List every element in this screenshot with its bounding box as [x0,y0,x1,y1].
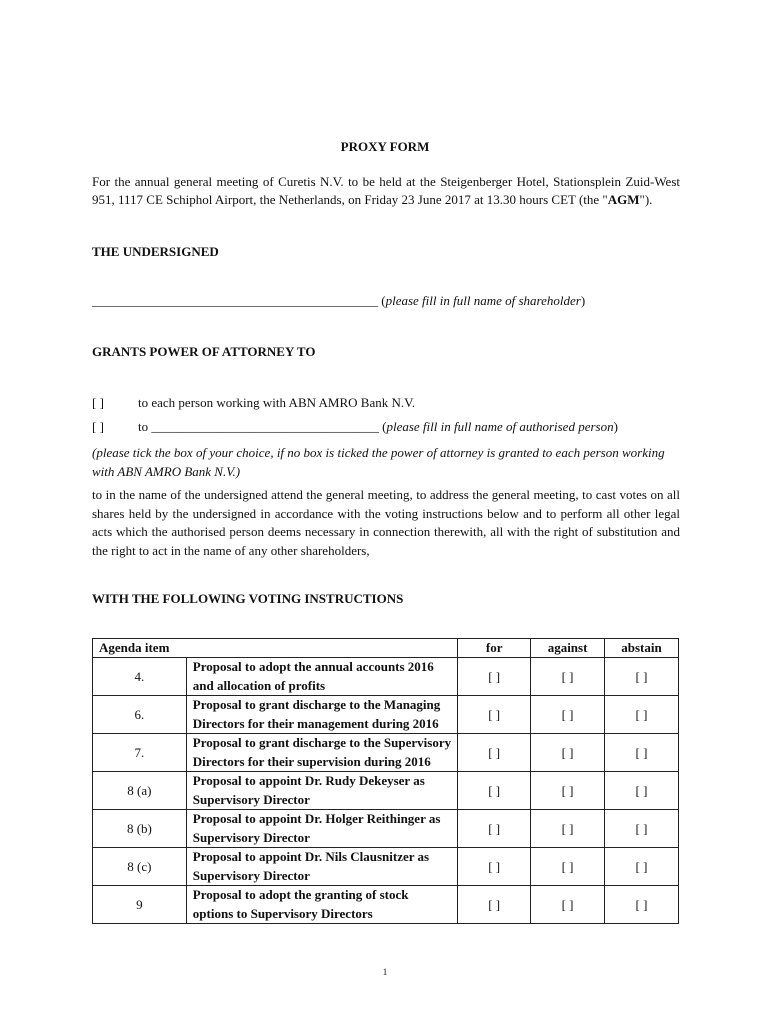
vote-for-checkbox[interactable]: [ ] [458,886,531,924]
vote-abstain-checkbox[interactable]: [ ] [605,848,679,886]
table-row [93,696,679,734]
intro-agm-term: AGM [607,192,640,207]
agenda-description: Proposal to appoint Dr. Holger Reithinger as Supervisory Director [186,810,457,848]
table-row [93,658,679,696]
agenda-number: 4. [93,658,187,696]
vote-against-checkbox[interactable]: [ ] [531,886,605,924]
table-row [93,772,679,810]
header-abstain: abstain [605,639,679,658]
intro-text-start: For the annual general meeting of Curetis N.V. to be held at the Steigenberger Hotel, Stationsplein Zuid-West 951, 1117 CE Schiphol Airport, the Netherlands, on Friday 23 June 2017 at 13.30 hours CET (the " [92,174,680,207]
agenda-description: Proposal to appoint Dr. Nils Clausnitzer as Supervisory Director [186,848,457,886]
table-header-row [93,639,679,658]
option-abn-amro[interactable] [92,395,415,411]
shareholder-name-line[interactable]: ____________________________________________ (please fill in full name of shareholder) [92,293,586,308]
shareholder-blank[interactable]: ____________________________________________ [92,293,378,308]
vote-against-checkbox[interactable]: [ ] [531,658,605,696]
table-row [93,734,679,772]
intro-paragraph [92,173,680,209]
vote-for-checkbox[interactable]: [ ] [458,734,531,772]
shareholder-hint: please fill in full name of shareholder [385,293,581,308]
agenda-number: 9 [93,886,187,924]
intro-text-end: "). [639,192,653,207]
option-authorised-person-blank[interactable]: to ___________________________________ [138,419,379,434]
agenda-number: 8 (b) [93,810,187,848]
vote-against-checkbox[interactable]: [ ] [531,810,605,848]
header-for: for [458,639,531,658]
vote-abstain-checkbox[interactable]: [ ] [605,810,679,848]
vote-for-checkbox[interactable]: [ ] [458,848,531,886]
voting-heading: WITH THE FOLLOWING VOTING INSTRUCTIONS [92,591,404,606]
agenda-number: 7. [93,734,187,772]
undersigned-heading: THE UNDERSIGNED [92,244,219,259]
agenda-description: Proposal to grant discharge to the Managing Directors for their management during 2016 [186,696,457,734]
option-authorised-person-checkbox[interactable]: [ ] [92,419,104,434]
agenda-description: Proposal to adopt the granting of stock options to Supervisory Directors [186,886,457,924]
choice-note: (please tick the box of your choice, if no box is ticked the power of attorney is granted to each person working with ABN AMRO Bank N.V.) [92,445,665,479]
vote-against-checkbox[interactable]: [ ] [531,772,605,810]
grants-heading: GRANTS POWER OF ATTORNEY TO [92,344,316,359]
vote-for-checkbox[interactable]: [ ] [458,696,531,734]
voting-table [92,638,679,924]
authorised-person-hint: please fill in full name of authorised person [386,419,614,434]
agenda-number: 8 (c) [93,848,187,886]
option-authorised-person[interactable]: [ ] to ___________________________________ (please fill in full name of authorised person) [92,419,618,434]
vote-against-checkbox[interactable]: [ ] [531,696,605,734]
page-title: PROXY FORM [340,139,430,154]
vote-for-checkbox[interactable]: [ ] [458,772,531,810]
vote-abstain-checkbox[interactable]: [ ] [605,886,679,924]
vote-against-checkbox[interactable]: [ ] [531,848,605,886]
table-row [93,810,679,848]
vote-abstain-checkbox[interactable]: [ ] [605,772,679,810]
header-against: against [531,639,605,658]
page-number: 1 [382,967,388,977]
agenda-number: 8 (a) [93,772,187,810]
agenda-description: Proposal to appoint Dr. Rudy Dekeyser as Supervisory Director [186,772,457,810]
authority-paragraph: to in the name of the undersigned attend the general meeting, to address the general meeting, to cast votes on all shares held by the undersigned in accordance with the voting instructions below and to perform all other legal acts which the authorised person deems necessary in connection therewith, all with the right of substitution and the right to act in the name of any other shareholders, [92,487,680,558]
vote-abstain-checkbox[interactable]: [ ] [605,734,679,772]
vote-for-checkbox[interactable]: [ ] [458,810,531,848]
vote-for-checkbox[interactable]: [ ] [458,658,531,696]
vote-abstain-checkbox[interactable]: [ ] [605,696,679,734]
agenda-description: Proposal to adopt the annual accounts 2016 and allocation of profits [186,658,457,696]
agenda-description: Proposal to grant discharge to the Supervisory Directors for their supervision during 2016 [186,734,457,772]
vote-against-checkbox[interactable]: [ ] [531,734,605,772]
agenda-number: 6. [93,696,187,734]
table-row [93,886,679,924]
table-row [93,848,679,886]
vote-abstain-checkbox[interactable]: [ ] [605,658,679,696]
option-abn-amro-checkbox[interactable]: [ ] [92,395,104,410]
header-agenda-item: Agenda item [93,639,458,658]
option-abn-amro-label: to each person working with ABN AMRO Bank N.V. [138,395,416,410]
